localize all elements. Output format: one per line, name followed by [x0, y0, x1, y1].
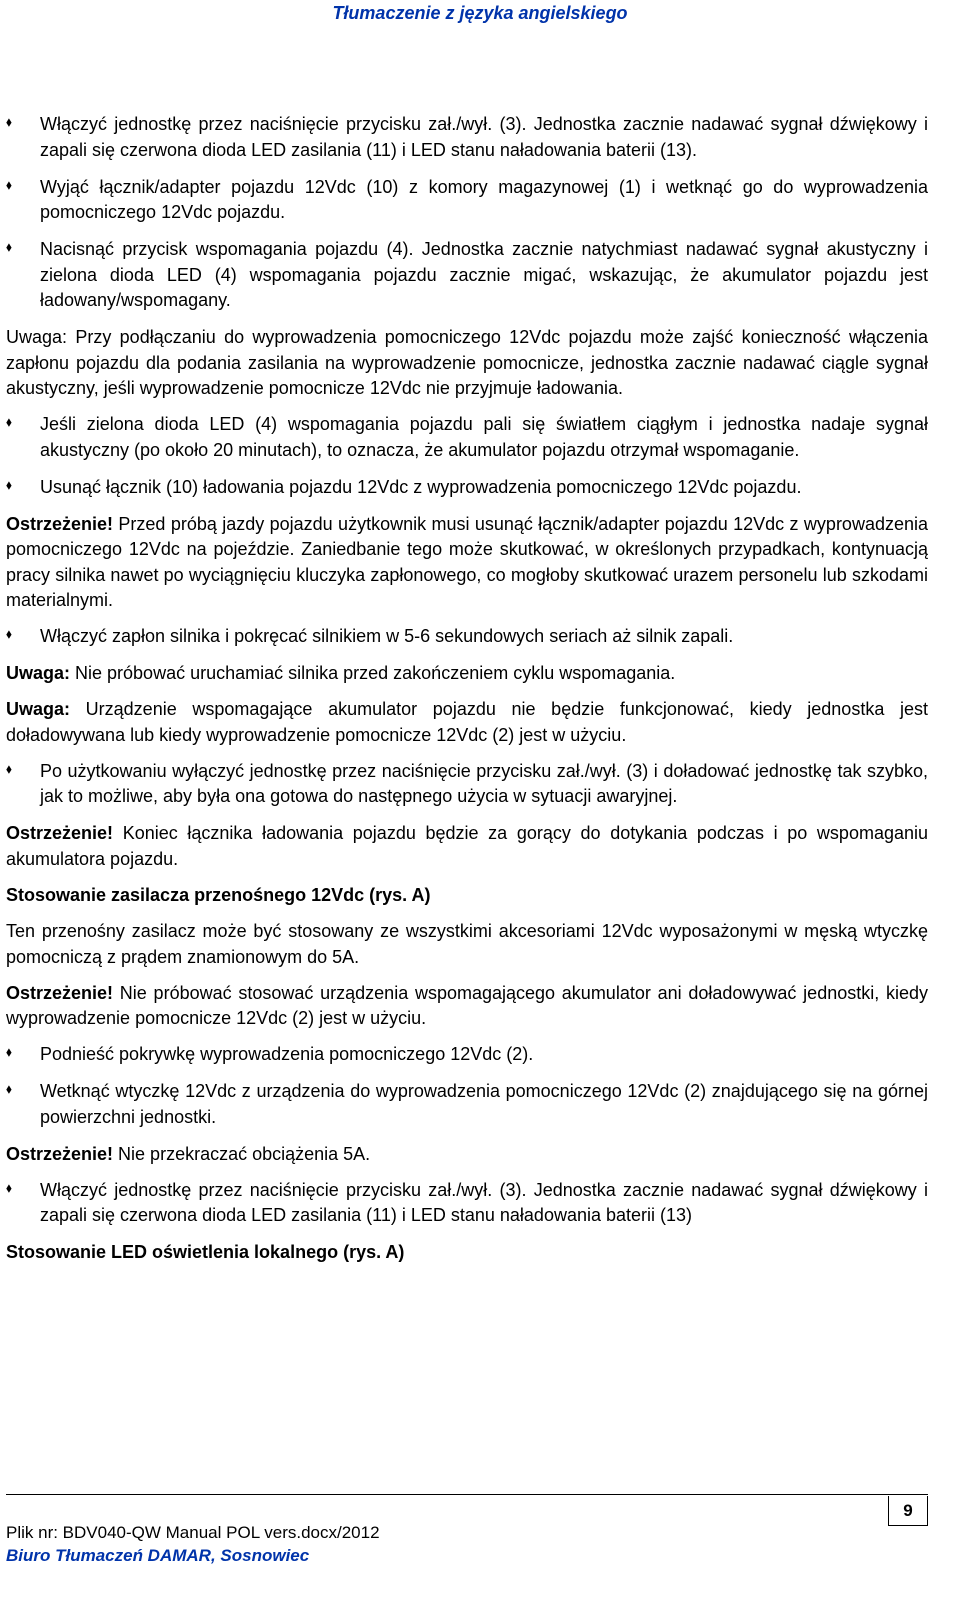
bullet-diamond-icon: ⬧ — [6, 414, 12, 429]
note-paragraph — [6, 325, 928, 402]
note-text: Nie próbować stosować urządzenia wspomagającego akumulator ani doładowywać jednostki, kiedy wyprowadzenie pomocnicze 12Vdc (2) jest w użyciu. — [6, 982, 928, 1028]
bullet-diamond-icon: ⬧ — [6, 1179, 12, 1195]
warning-paragraph — [6, 512, 928, 614]
bullet-text: Usunąć łącznik (10) ładowania pojazdu 12Vdc z wyprowadzenia pomocniczego 12Vdc pojazdu. — [40, 476, 802, 497]
footer-file-reference: Plik nr: BDV040-QW Manual POL vers.docx/2012 — [6, 1523, 380, 1542]
note-text: Nie przekraczać obciążenia 5A. — [113, 1143, 371, 1164]
document-body — [6, 112, 928, 1277]
page-number: 9 — [888, 1496, 928, 1526]
bullet-diamond-icon: ⬧ — [6, 1044, 12, 1059]
section-heading: Stosowanie LED oświetlenia lokalnego (rys. A) — [6, 1242, 405, 1262]
bullet-text: Podnieść pokrywkę wyprowadzenia pomocniczego 12Vdc (2). — [40, 1044, 534, 1064]
bullet-diamond-icon: ⬧ — [6, 760, 12, 776]
note-text: Przy podłączaniu do wyprowadzenia pomocniczego 12Vdc pojazdu może zajść konieczność włączenia zapłonu pojazdu dla podania zasilania na wyprowadzenie pomocnicze, jednostka zacznie nadawać ciągle sygnał akustyczny, jeśli wyprowadzenie pomocnicze 12Vdc nie przyjmuje ładowania. — [6, 327, 928, 398]
section-heading: Stosowanie zasilacza przenośnego 12Vdc (rys. A) — [6, 884, 431, 905]
bullet-text: Włączyć jednostkę przez naciśnięcie przycisku zał./wył. (3). Jednostka zacznie nadawać sygnał dźwiękowy i zapali się czerwona dioda LED zasilania (11) i LED stanu naładowania baterii (13) — [40, 1179, 928, 1225]
bullet-text: Wyjąć łącznik/adapter pojazdu 12Vdc (10) z komory magazynowej (1) i wetknąć go do wyprowadzenia pomocniczego 12Vdc pojazdu. — [40, 176, 928, 222]
note-label: Ostrzeżenie! — [6, 513, 114, 534]
note-text: Nie próbować uruchamiać silnika przed zakończeniem cyklu wspomagania. — [70, 663, 676, 683]
note-label: Uwaga: — [6, 699, 71, 719]
bullet-item — [6, 759, 928, 810]
page-header-title: Tłumaczenie z języka angielskiego — [332, 3, 628, 23]
note-label: Uwaga: — [6, 663, 71, 683]
bullet-item — [6, 1178, 928, 1229]
bullet-item — [6, 112, 928, 163]
note-label: Uwaga: — [6, 327, 68, 347]
bullet-diamond-icon: ⬧ — [6, 114, 12, 129]
bullet-text: Włączyć zapłon silnika i pokręcać silnikiem w 5-6 sekundowych seriach aż silnik zapali. — [40, 626, 734, 646]
bullet-text: Wetknąć wtyczkę 12Vdc z urządzenia do wyprowadzenia pomocniczego 12Vdc (2) znajdującego się na górnej powierzchni jednostki. — [40, 1081, 928, 1127]
bullet-text: Włączyć jednostkę przez naciśnięcie przycisku zał./wył. (3). Jednostka zacznie nadawać sygnał dźwiękowy i zapali się czerwona dioda LED zasilania (11) i LED stanu naładowania baterii (13). — [40, 114, 928, 160]
bullet-item — [6, 624, 928, 650]
note-label: Ostrzeżenie! — [6, 982, 114, 1003]
bullet-item — [6, 1079, 928, 1130]
footer-divider — [6, 1494, 928, 1495]
note-paragraph — [6, 697, 928, 748]
bullet-item — [6, 412, 928, 463]
note-text: Koniec łącznika ładowania pojazdu będzie za gorący do dotykania podczas i po wspomaganiu akumulatora pojazdu. — [6, 823, 928, 869]
bullet-diamond-icon: ⬧ — [6, 176, 12, 192]
bullet-diamond-icon: ⬧ — [6, 626, 12, 641]
warning-paragraph — [6, 1142, 928, 1168]
bullet-text: Nacisnąć przycisk wspomagania pojazdu (4). Jednostka zacznie natychmiast nadawać sygnał akustyczny i zielona dioda LED (4) wspomagania pojazdu zacznie migać, wskazując, że akumulator pojazdu jest ładowany/wspomagany. — [40, 239, 928, 310]
note-label: Ostrzeżenie! — [6, 823, 114, 843]
bullet-diamond-icon: ⬧ — [6, 239, 12, 254]
note-text: Urządzenie wspomagające akumulator pojazdu nie będzie funkcjonować, kiedy jednostka jest doładowywana lub kiedy wyprowadzenie pomocnicze 12Vdc (2) jest w użyciu. — [6, 699, 928, 745]
bullet-text: Po użytkowaniu wyłączyć jednostkę przez naciśnięcie przycisku zał./wył. (3) i doładować jednostkę tak szybko, jak to możliwe, aby była ona gotowa do następnego użycia w sytuacji awaryjnej. — [40, 760, 928, 806]
note-label: Ostrzeżenie! — [6, 1143, 114, 1164]
note-paragraph — [6, 661, 928, 687]
bullet-diamond-icon: ⬧ — [6, 1081, 12, 1096]
warning-paragraph — [6, 981, 928, 1032]
bullet-item — [6, 475, 928, 501]
note-text: Przed próbą jazdy pojazdu użytkownik musi usunąć łącznik/adapter pojazdu 12Vdc z wyprowadzenia pomocniczego 12Vdc na pojeździe. Zaniedbanie tego może skutkować, w określonych przypadkach, kontynuacją pracy silnika nawet po wyciągnięciu kluczyka zapłonowego, co mogłoby skutkować urazem personelu lub szkodami materialnymi. — [6, 513, 928, 610]
body-paragraph: Ten przenośny zasilacz może być stosowany ze wszystkimi akcesoriami 12Vdc wyposażonymi w męską wtyczkę pomocniczą z prądem znamionowym do 5A. — [6, 921, 928, 967]
bullet-item — [6, 237, 928, 314]
bullet-diamond-icon: ⬧ — [6, 476, 12, 492]
footer-bureau-name: Biuro Tłumaczeń DAMAR, Sosnowiec — [6, 1546, 310, 1565]
warning-paragraph — [6, 821, 928, 872]
bullet-item — [6, 1042, 928, 1068]
bullet-text: Jeśli zielona dioda LED (4) wspomagania pojazdu pali się światłem ciągłym i jednostka nadaje sygnał akustyczny (po około 20 minutach), to oznacza, że akumulator pojazdu otrzymał wspomaganie. — [40, 414, 928, 460]
bullet-item — [6, 175, 928, 226]
